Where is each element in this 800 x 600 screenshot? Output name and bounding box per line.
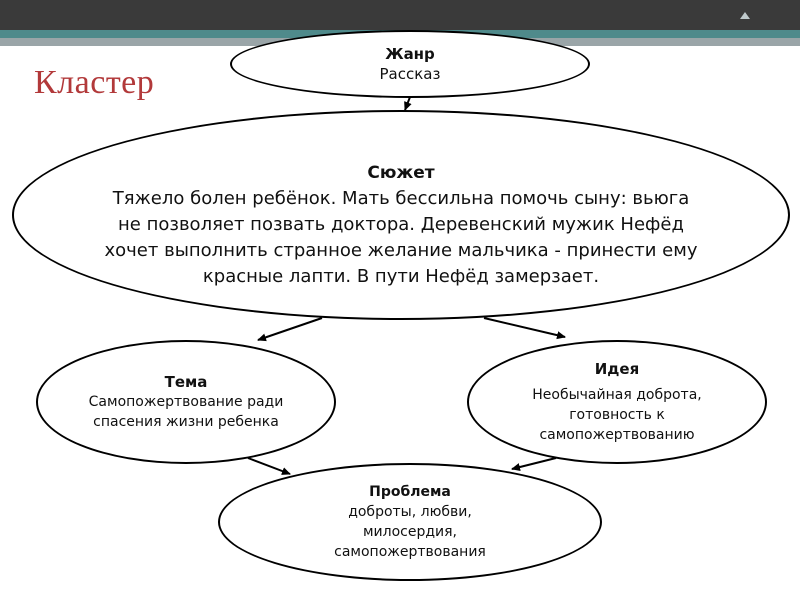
arrow-theme-to-problem — [248, 458, 290, 474]
node-problem-title: Проблема — [369, 484, 451, 500]
node-problem — [218, 463, 602, 581]
node-theme — [36, 340, 336, 464]
node-problem-text: доброты, любви, милосердия, самопожертвования — [334, 504, 486, 560]
node-idea — [467, 340, 767, 464]
arrow-genre-to-plot — [405, 97, 410, 110]
node-genre-title: Жанр — [385, 45, 435, 63]
arrow-idea-to-problem — [512, 458, 556, 469]
node-theme-title: Тема — [164, 373, 208, 391]
arrow-plot-to-theme — [258, 318, 322, 340]
node-plot-text: Тяжело болен ребёнок. Мать бессильна помочь сыну: вьюга не позволяет позвать доктора. Деревенский мужик Нефёд хочет выполнить странное желание мальчика - принести ему красные лапти. В пути Нефёд замерзает. — [104, 188, 698, 287]
arrow-plot-to-idea — [484, 318, 565, 337]
node-idea-text: Необычайная доброта, готовность к самопожертвованию — [532, 387, 702, 443]
node-genre — [230, 30, 590, 98]
node-theme-text: Самопожертвование ради спасения жизни ребенка — [88, 394, 284, 430]
node-idea-title: Идея — [594, 360, 640, 378]
slide-title: Кластер — [34, 64, 155, 101]
node-plot — [12, 110, 790, 320]
node-plot-title: Сюжет — [367, 163, 435, 183]
node-genre-text: Рассказ — [379, 65, 441, 83]
